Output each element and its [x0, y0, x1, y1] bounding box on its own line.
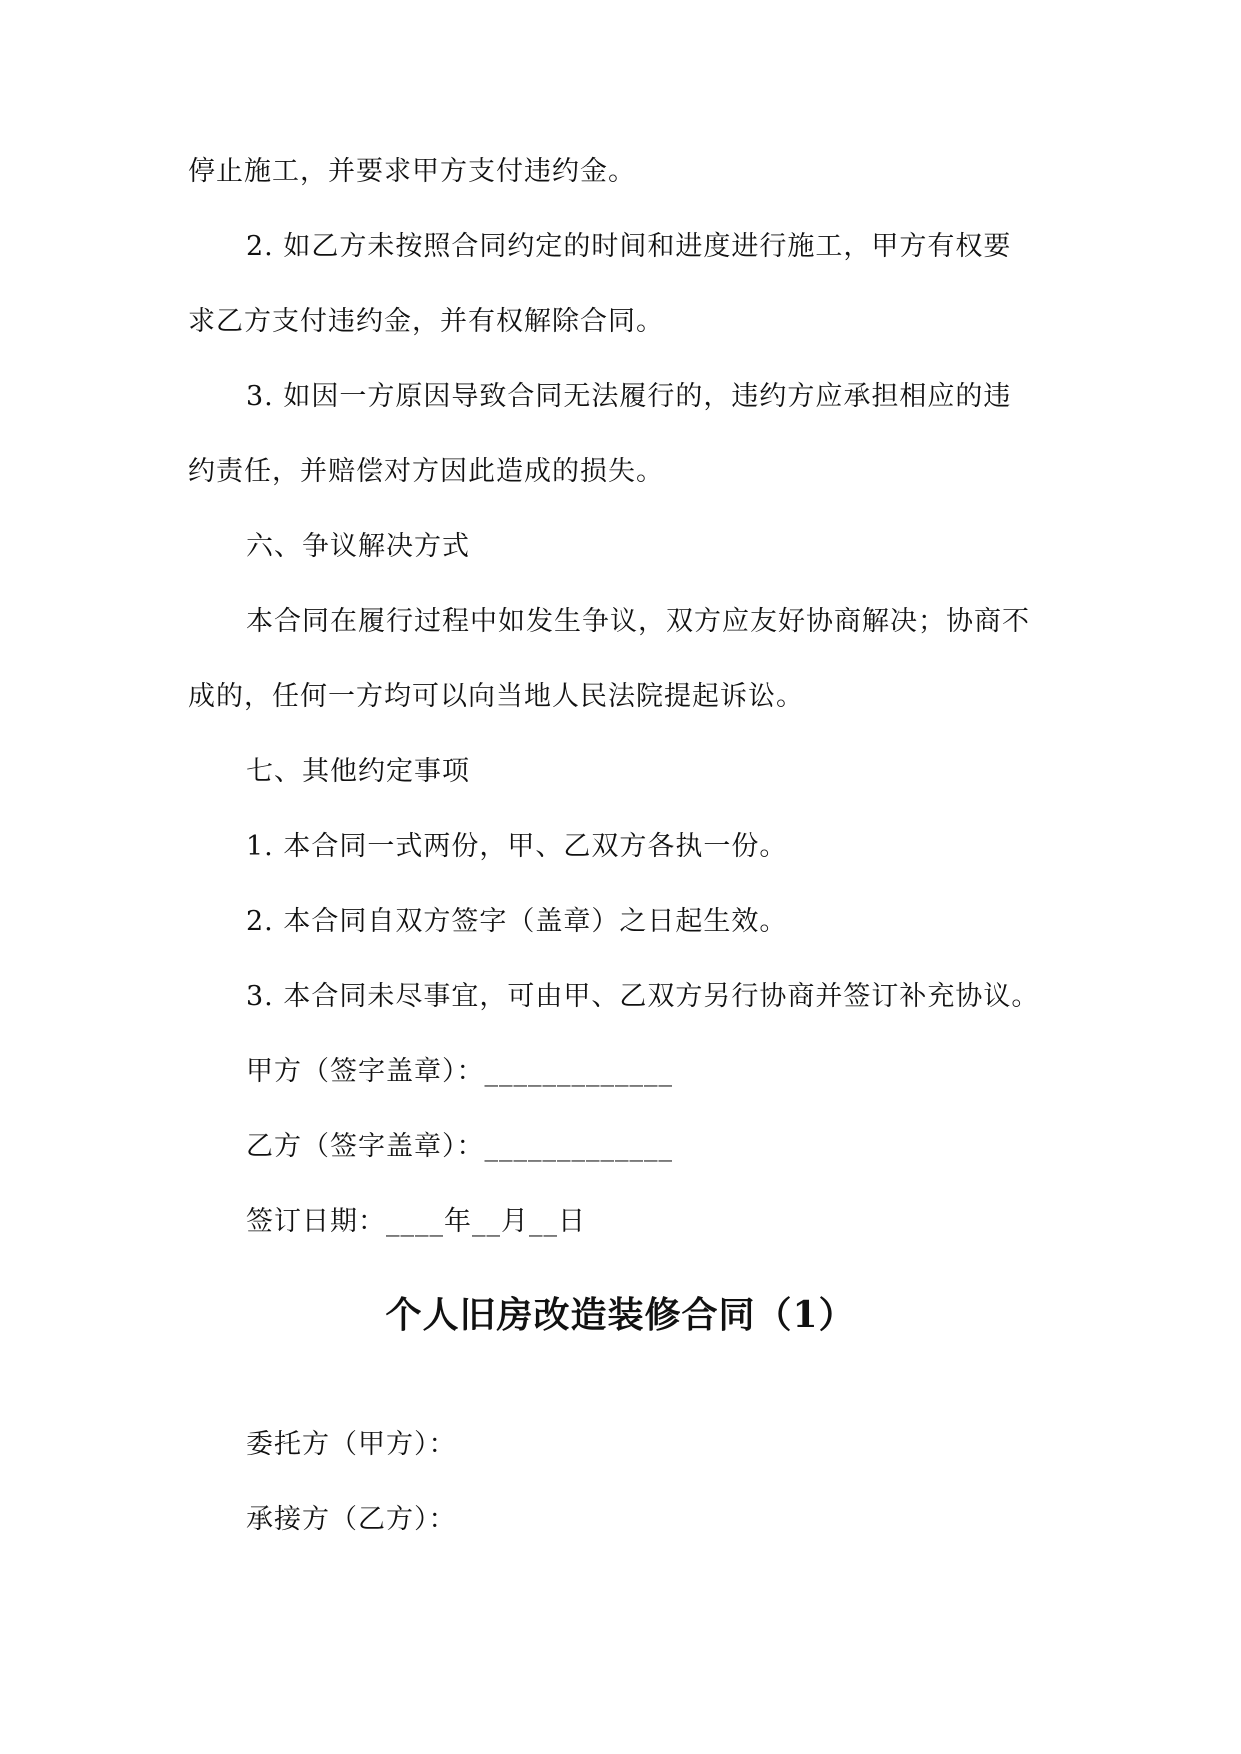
clause-item: 3. 如因一方原因导致合同无法履行的，违约方应承担相应的违 [246, 381, 1012, 412]
paragraph: 本合同在履行过程中如发生争议，双方应友好协商解决；协商不 [246, 606, 1030, 637]
client-party-line: 委托方（甲方）： [246, 1429, 457, 1460]
section-heading: 七、其他约定事项 [246, 756, 470, 787]
signing-date-line: 签订日期：____年__月__日 [246, 1206, 586, 1237]
clause-continuation: 求乙方支付违约金，并有权解除合同。 [188, 306, 664, 337]
paragraph-continuation: 成的，任何一方均可以向当地人民法院提起诉讼。 [188, 681, 804, 712]
clause-item: 3. 本合同未尽事宜，可由甲、乙双方另行协商并签订补充协议。 [246, 981, 1040, 1012]
clause-item: 1. 本合同一式两份，甲、乙双方各执一份。 [246, 831, 788, 862]
contract-title: 个人旧房改造装修合同（1） [385, 1294, 856, 1336]
clause-item: 2. 本合同自双方签字（盖章）之日起生效。 [246, 906, 788, 937]
section-heading: 六、争议解决方式 [246, 531, 470, 562]
clause-continuation: 约责任，并赔偿对方因此造成的损失。 [188, 456, 664, 487]
paragraph-continuation: 停止施工，并要求甲方支付违约金。 [188, 156, 636, 187]
clause-item: 2. 如乙方未按照合同约定的时间和进度进行施工，甲方有权要 [246, 231, 1012, 262]
signature-line-party-b: 乙方（签字盖章）：_____________ [246, 1131, 673, 1162]
contractor-party-line: 承接方（乙方）： [246, 1504, 457, 1535]
signature-line-party-a: 甲方（签字盖章）：_____________ [246, 1056, 673, 1087]
